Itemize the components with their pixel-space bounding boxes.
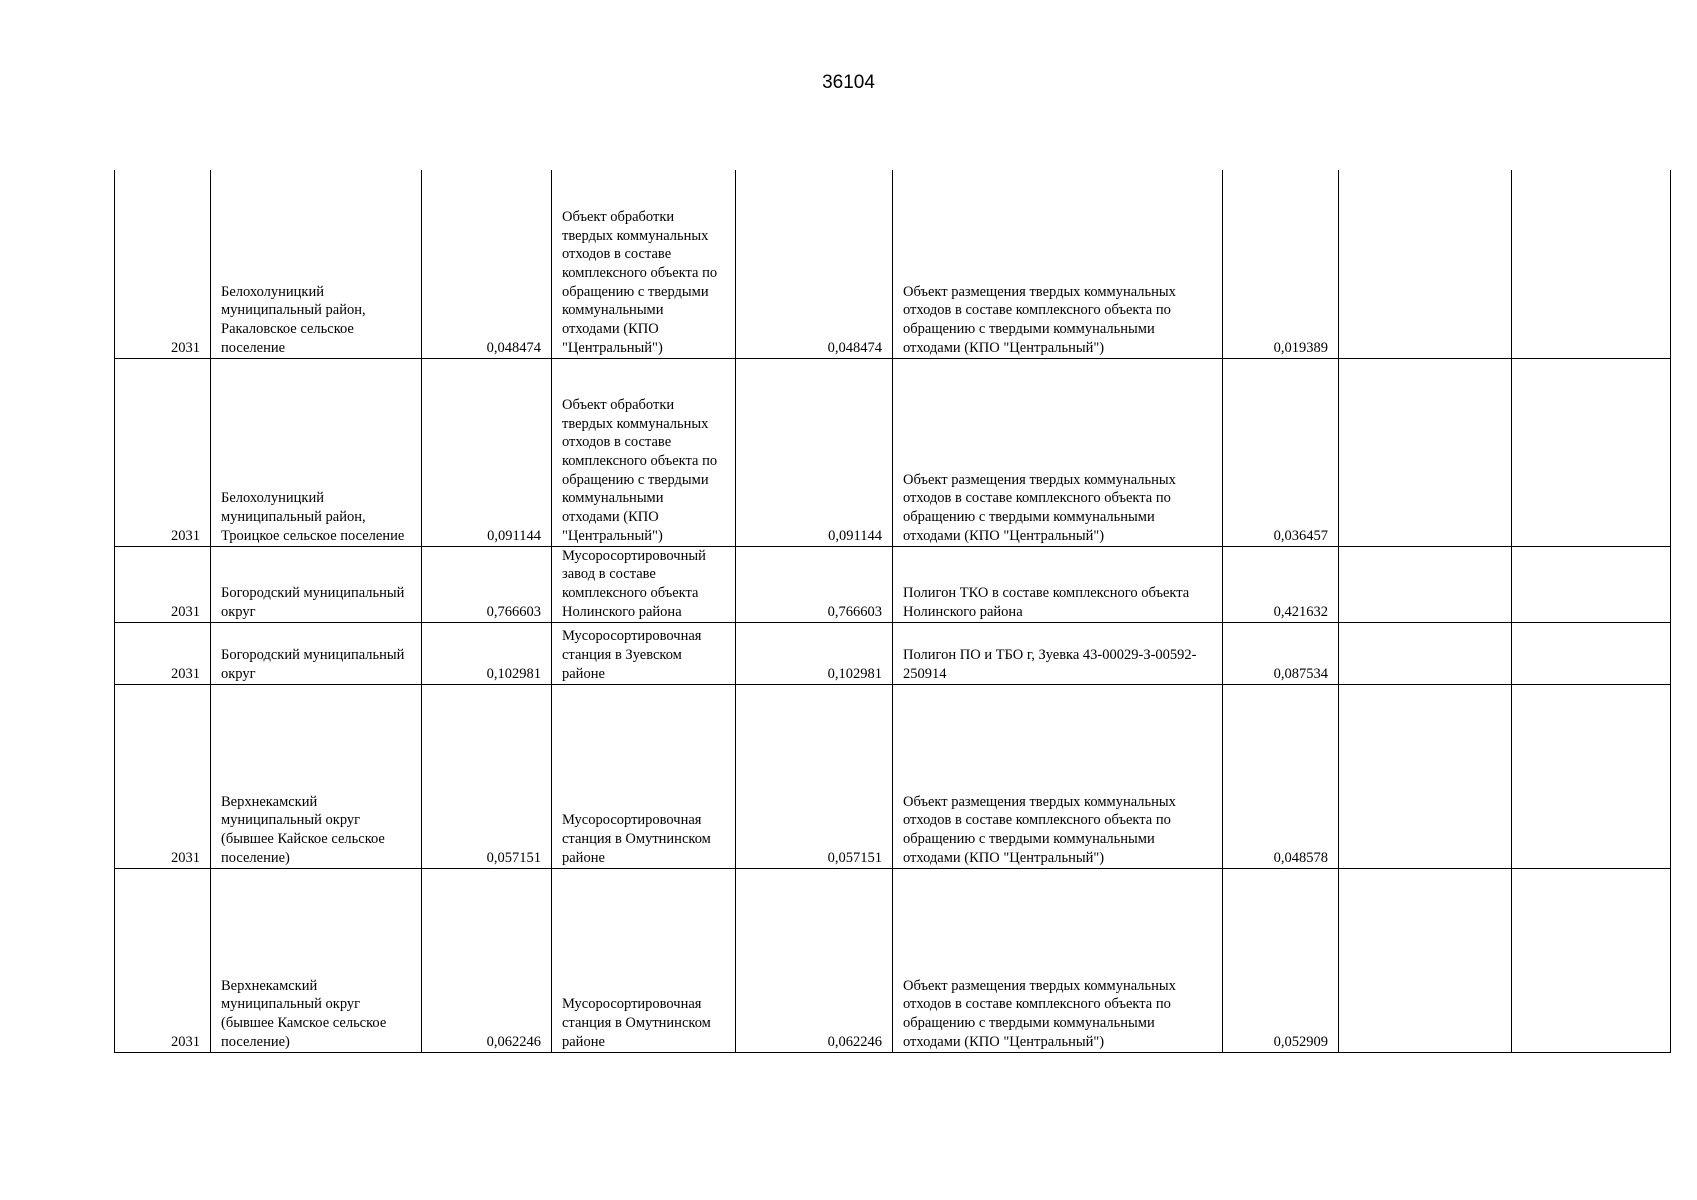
table-row	[115, 170, 1671, 358]
year-cell: 2031	[115, 684, 211, 868]
processing-facility-cell: Мусоросортировочная станция в Зуевском районе	[552, 622, 736, 684]
empty-cell	[1339, 546, 1512, 622]
processing-facility-cell: Мусоросортировочная станция в Омутнинском районе	[552, 868, 736, 1052]
processing-facility-cell: Объект обработки твердых коммунальных отходов в составе комплексного объекта по обращению с твердыми коммунальными отходами (КПО "Центральный")	[552, 170, 736, 358]
mass-to-processing-cell: 0,766603	[736, 546, 893, 622]
municipality-cell: Богородский муниципальный округ	[211, 622, 422, 684]
mass-to-processing-cell: 0,091144	[736, 358, 893, 546]
empty-cell	[1512, 358, 1671, 546]
municipality-cell: Богородский муниципальный округ	[211, 546, 422, 622]
processing-facility-cell: Объект обработки твердых коммунальных отходов в составе комплексного объекта по обращению с твердыми коммунальными отходами (КПО "Центральный")	[552, 358, 736, 546]
table-row	[115, 684, 1671, 868]
mass-to-disposal-cell: 0,421632	[1223, 546, 1339, 622]
mass-generated-cell: 0,102981	[422, 622, 552, 684]
municipality-cell: Белохолуницкий муниципальный район, Троицкое сельское поселение	[211, 358, 422, 546]
municipality-cell: Верхнекамский муниципальный округ (бывшее Кайское сельское поселение)	[211, 684, 422, 868]
year-cell: 2031	[115, 546, 211, 622]
mass-to-disposal-cell: 0,052909	[1223, 868, 1339, 1052]
municipality-cell: Белохолуницкий муниципальный район, Ракаловское сельское поселение	[211, 170, 422, 358]
disposal-facility-cell: Объект размещения твердых коммунальных отходов в составе комплексного объекта по обращению с твердыми коммунальными отходами (КПО "Центральный")	[893, 358, 1223, 546]
empty-cell	[1512, 684, 1671, 868]
disposal-facility-cell: Объект размещения твердых коммунальных отходов в составе комплексного объекта по обращению с твердыми коммунальными отходами (КПО "Центральный")	[893, 684, 1223, 868]
year-cell: 2031	[115, 868, 211, 1052]
table-row	[115, 546, 1671, 622]
table-row	[115, 868, 1671, 1052]
year-cell: 2031	[115, 622, 211, 684]
waste-flow-table	[114, 170, 1671, 1053]
empty-cell	[1339, 170, 1512, 358]
disposal-facility-cell: Полигон ПО и ТБО г, Зуевка 43-00029-З-00592-250914	[893, 622, 1223, 684]
mass-to-disposal-cell: 0,048578	[1223, 684, 1339, 868]
page-number: 36104	[822, 72, 875, 93]
mass-to-disposal-cell: 0,087534	[1223, 622, 1339, 684]
mass-to-processing-cell: 0,102981	[736, 622, 893, 684]
empty-cell	[1339, 622, 1512, 684]
mass-to-disposal-cell: 0,036457	[1223, 358, 1339, 546]
disposal-facility-cell: Объект размещения твердых коммунальных отходов в составе комплексного объекта по обращению с твердыми коммунальными отходами (КПО "Центральный")	[893, 868, 1223, 1052]
table-row	[115, 358, 1671, 546]
mass-to-processing-cell: 0,062246	[736, 868, 893, 1052]
processing-facility-cell: Мусоросортировочная станция в Омутнинском районе	[552, 684, 736, 868]
mass-to-processing-cell: 0,057151	[736, 684, 893, 868]
empty-cell	[1512, 546, 1671, 622]
mass-generated-cell: 0,057151	[422, 684, 552, 868]
disposal-facility-cell: Полигон ТКО в составе комплексного объекта Нолинского района	[893, 546, 1223, 622]
mass-generated-cell: 0,048474	[422, 170, 552, 358]
year-cell: 2031	[115, 358, 211, 546]
empty-cell	[1512, 868, 1671, 1052]
disposal-facility-cell: Объект размещения твердых коммунальных отходов в составе комплексного объекта по обращению с твердыми коммунальными отходами (КПО "Центральный")	[893, 170, 1223, 358]
year-cell: 2031	[115, 170, 211, 358]
empty-cell	[1512, 170, 1671, 358]
empty-cell	[1339, 868, 1512, 1052]
mass-generated-cell: 0,766603	[422, 546, 552, 622]
mass-to-processing-cell: 0,048474	[736, 170, 893, 358]
empty-cell	[1512, 622, 1671, 684]
mass-to-disposal-cell: 0,019389	[1223, 170, 1339, 358]
processing-facility-cell: Мусоросортировочный завод в составе комплексного объекта Нолинского района	[552, 546, 736, 622]
empty-cell	[1339, 684, 1512, 868]
municipality-cell: Верхнекамский муниципальный округ (бывшее Камское сельское поселение)	[211, 868, 422, 1052]
table-row	[115, 622, 1671, 684]
empty-cell	[1339, 358, 1512, 546]
mass-generated-cell: 0,062246	[422, 868, 552, 1052]
mass-generated-cell: 0,091144	[422, 358, 552, 546]
